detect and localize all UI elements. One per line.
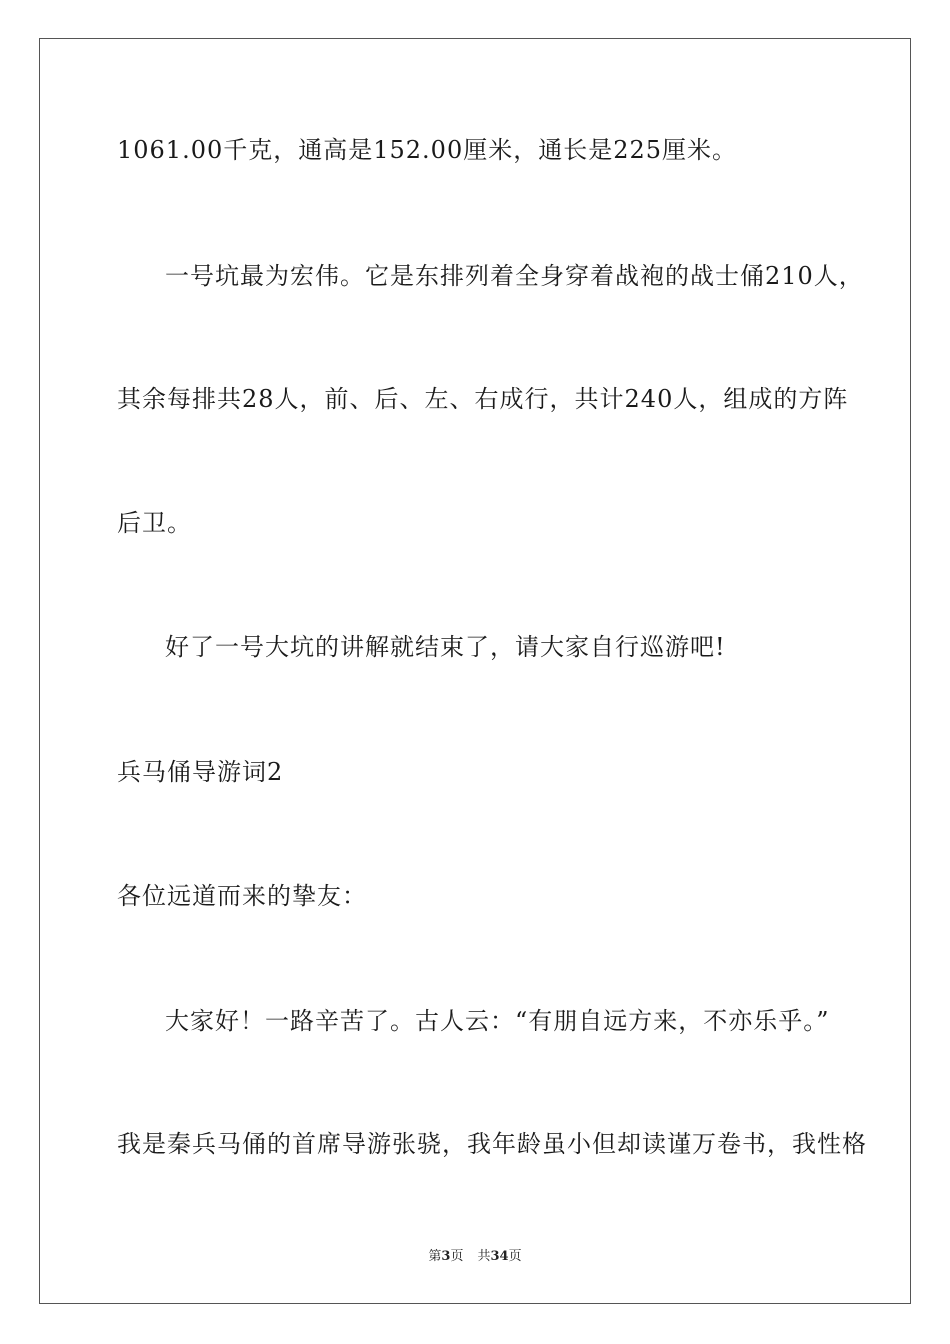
total-prefix: 共 (477, 1249, 491, 1264)
section-heading: 兵马俑导游词2 (117, 758, 284, 786)
body-text-line: 后卫。 (117, 509, 192, 537)
page-number: 3 (441, 1249, 451, 1264)
body-text-line: 我是秦兵马俑的首席导游张骁，我年龄虽小但却读谨万卷书，我性格 (117, 1130, 867, 1158)
page-footer (0, 1248, 950, 1266)
page-prefix: 第 (428, 1249, 442, 1264)
paragraph-first-line: 大家好！一路辛苦了。古人云：“有朋自远方来，不亦乐乎。” (165, 1007, 830, 1035)
page-suffix: 页 (450, 1249, 464, 1264)
total-suffix: 页 (508, 1249, 522, 1264)
paragraph-first-line: 一号坑最为宏伟。它是东排列着全身穿着战袍的战士俑210人， (165, 262, 864, 290)
page-border (39, 38, 911, 1304)
body-text-line: 其余每排共28人，前、后、左、右成行，共计240人，组成的方阵 (117, 385, 849, 413)
body-text-line: 1061.00千克，通高是152.00厘米，通长是225厘米。 (117, 136, 738, 164)
greeting-line: 各位远道而来的挚友： (117, 882, 367, 910)
paragraph-first-line: 好了一号大坑的讲解就结束了，请大家自行巡游吧! (165, 633, 726, 661)
total-pages: 34 (490, 1249, 509, 1264)
